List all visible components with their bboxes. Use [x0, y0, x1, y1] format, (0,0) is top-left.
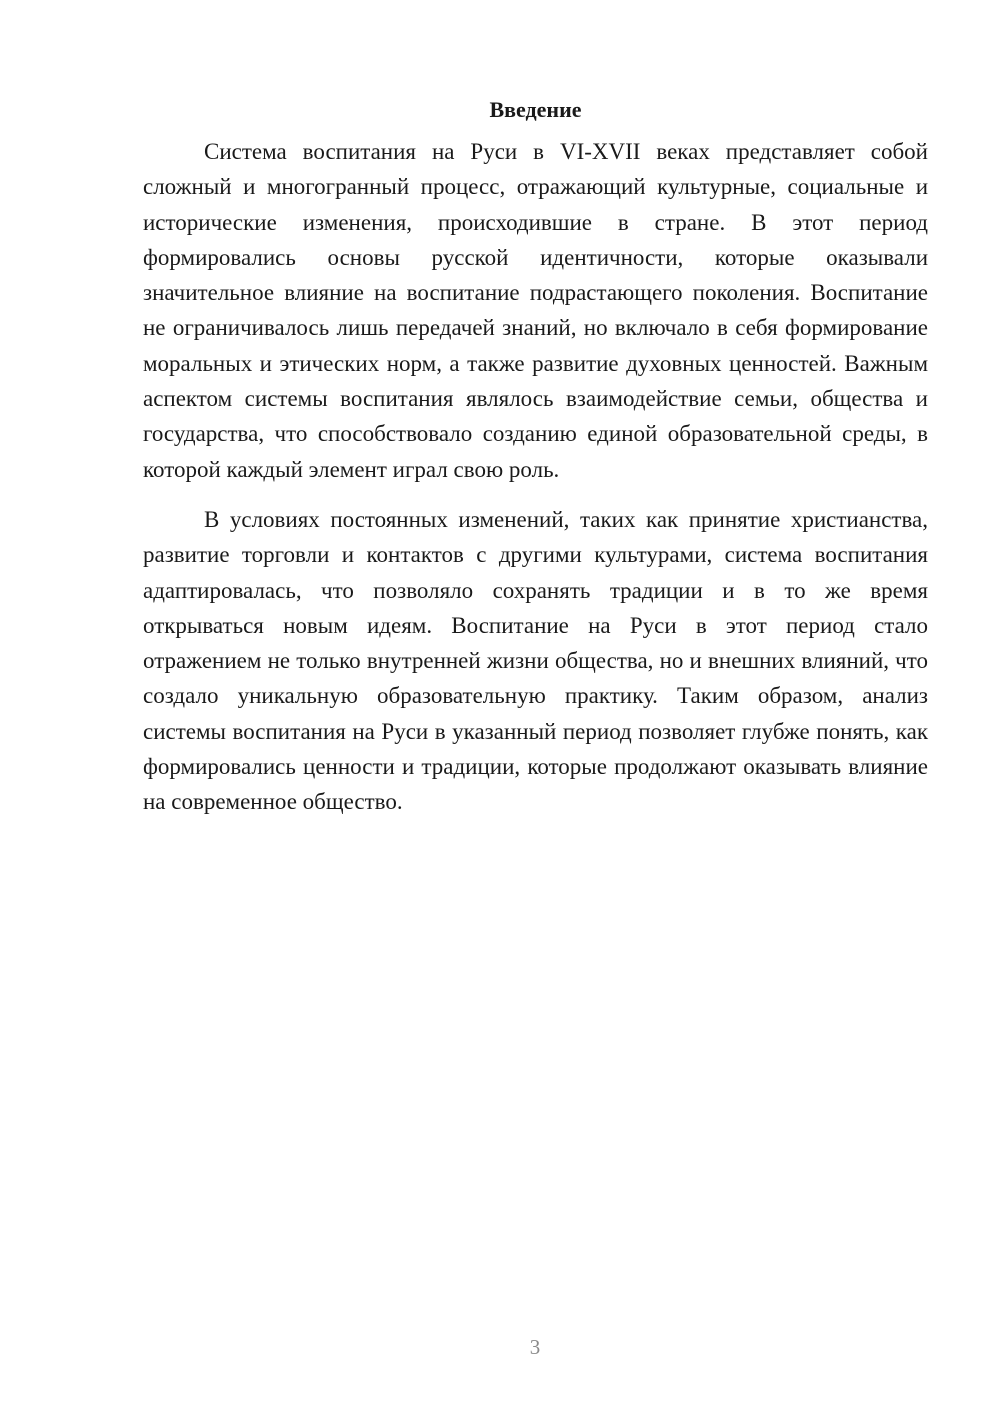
page-number: 3	[529, 1335, 541, 1359]
page-content	[143, 94, 928, 820]
section-heading: Введение	[489, 97, 582, 122]
paragraph-1: Система воспитания на Руси в VI-XVII веках представляет собой сложный и многогранный процесс, отражающий культурные, социальные и исторические изменения, происходившие в стране. В этот период формировались основы русской идентичности, которые оказывали значительное влияние на воспитание подрастающего поколения. Воспитание не ограничивалось лишь передачей знаний, но включало в себя формирование моральных и этических норм, а также развитие духовных ценностей. Важным аспектом системы воспитания являлось взаимодействие семьи, общества и государства, что способствовало созданию единой образовательной среды, в которой каждый элемент играл свою роль.	[143, 139, 928, 482]
paragraph-2: В условиях постоянных изменений, таких как принятие христианства, развитие торговли и контактов с другими культурами, система воспитания адаптировалась, что позволяло сохранять традиции и в то же время открываться новым идеям. Воспитание на Руси в этот период стало отражением не только внутренней жизни общества, но и внешних влияний, что создало уникальную образовательную практику. Таким образом, анализ системы воспитания на Руси в указанный период позволяет глубже понять, как формировались ценности и традиции, которые продолжают оказывать влияние на современное общество.	[143, 506, 928, 815]
